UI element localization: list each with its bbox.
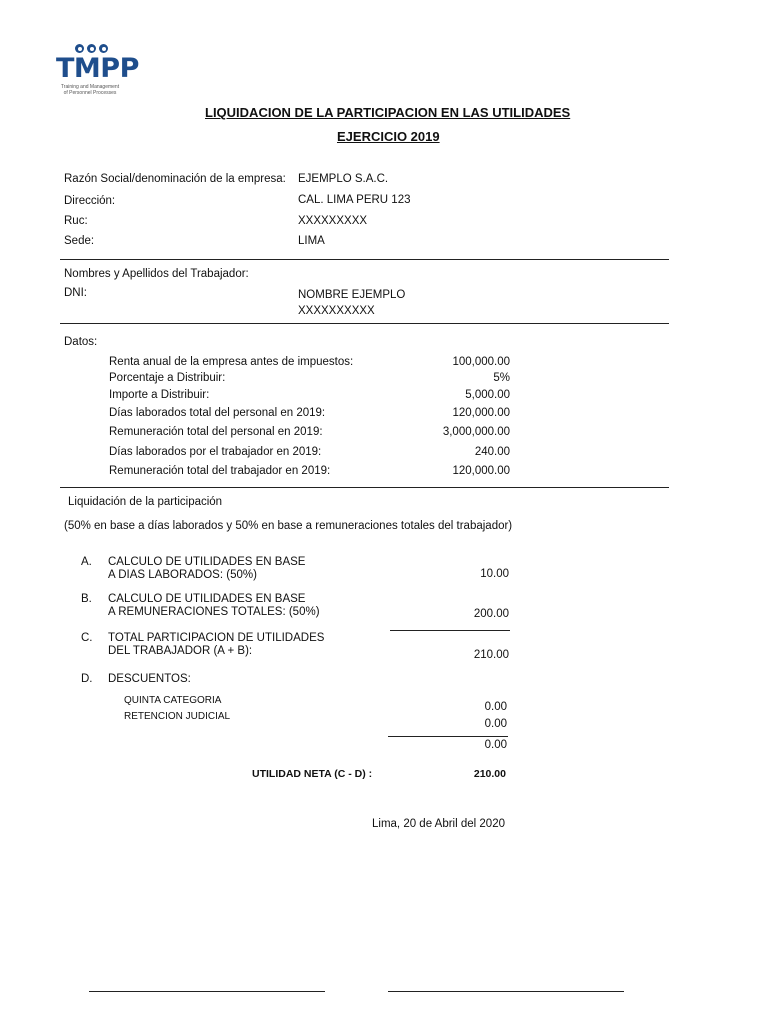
company-name-value: EJEMPLO S.A.C.	[298, 173, 389, 185]
net-profit-value: 210.00	[473, 768, 506, 780]
item-d-letter: D.	[81, 673, 93, 685]
data-row-value: 5,000.00	[465, 389, 510, 401]
data-row-label: Días laborados total del personal en 2019:	[109, 407, 326, 419]
company-name-label: Razón Social/denominación de la empresa:	[64, 173, 286, 185]
document-subtitle: EJERCICIO 2019	[337, 129, 440, 144]
data-row-value: 120,000.00	[452, 465, 510, 477]
discount-value: 0.00	[484, 718, 507, 730]
item-c-letter: C.	[81, 632, 93, 644]
item-c-line2: DEL TRABAJADOR (A + B):	[108, 645, 253, 657]
data-row-label: Porcentaje a Distribuir:	[109, 372, 226, 384]
worker-names-label: Nombres y Apellidos del Trabajador:	[64, 268, 249, 280]
item-b-letter: B.	[81, 593, 92, 605]
data-row-label: Días laborados por el trabajador en 2019:	[109, 446, 322, 458]
data-row-label: Renta anual de la empresa antes de impuestos:	[109, 356, 354, 368]
discount-label: RETENCION JUDICIAL	[124, 711, 231, 722]
discount-total-rule	[388, 736, 508, 737]
item-b-line2: A REMUNERACIONES TOTALES: (50%)	[108, 606, 320, 618]
data-row-value: 3,000,000.00	[442, 426, 510, 438]
ruc-label: Ruc:	[64, 215, 88, 227]
item-c-line1: TOTAL PARTICIPACION DE UTILIDADES	[108, 632, 325, 644]
data-row-value: 5%	[493, 372, 510, 384]
logo-tagline: Training and Management of Personnel Processes	[60, 84, 120, 96]
logo-circles-icon	[75, 44, 108, 53]
signature-line-employer	[89, 991, 325, 992]
site-value: LIMA	[298, 235, 325, 247]
logo-wordmark: TMPP	[56, 53, 139, 84]
signature-line-worker	[388, 991, 624, 992]
data-row-label: Remuneración total del personal en 2019:	[109, 426, 323, 438]
company-logo	[56, 44, 139, 104]
subtotal-rule	[390, 630, 510, 631]
worker-name-value: NOMBRE EJEMPLO	[298, 289, 406, 301]
section-divider	[60, 487, 669, 488]
dni-label: DNI:	[64, 287, 87, 299]
data-row-label: Remuneración total del trabajador en 2019:	[109, 465, 331, 477]
data-label: Datos:	[64, 336, 98, 348]
section-divider	[60, 323, 669, 324]
document-title: LIQUIDACION DE LA PARTICIPACION EN LAS UTILIDADES	[205, 105, 571, 120]
item-a-line1: CALCULO DE UTILIDADES EN BASE	[108, 556, 306, 568]
discount-total-value: 0.00	[484, 739, 507, 751]
item-a-value: 10.00	[480, 568, 509, 580]
item-a-letter: A.	[81, 556, 92, 568]
item-b-line1: CALCULO DE UTILIDADES EN BASE	[108, 593, 306, 605]
data-row-value: 120,000.00	[452, 407, 510, 419]
item-c-value: 210.00	[473, 649, 509, 661]
net-profit-label: UTILIDAD NETA (C - D) :	[252, 768, 373, 780]
dni-value: XXXXXXXXXX	[298, 305, 375, 317]
liquidation-subtitle: (50% en base a días laborados y 50% en base a remuneraciones totales del trabajador)	[64, 520, 513, 532]
data-row-value: 240.00	[474, 446, 510, 458]
item-b-value: 200.00	[473, 608, 509, 620]
data-row-label: Importe a Distribuir:	[109, 389, 210, 401]
item-d-label: DESCUENTOS:	[108, 673, 191, 685]
item-a-line2: A DIAS LABORADOS: (50%)	[108, 569, 257, 581]
address-label: Dirección:	[64, 195, 116, 207]
place-date: Lima, 20 de Abril del 2020	[372, 818, 505, 830]
liquidation-title: Liquidación de la participación	[68, 496, 223, 508]
site-label: Sede:	[64, 235, 95, 247]
section-divider	[60, 259, 669, 260]
data-row-value: 100,000.00	[452, 356, 510, 368]
ruc-value: XXXXXXXXX	[298, 215, 368, 227]
address-value: CAL. LIMA PERU 123	[298, 194, 411, 206]
discount-value: 0.00	[484, 701, 507, 713]
discount-label: QUINTA CATEGORIA	[124, 695, 222, 706]
